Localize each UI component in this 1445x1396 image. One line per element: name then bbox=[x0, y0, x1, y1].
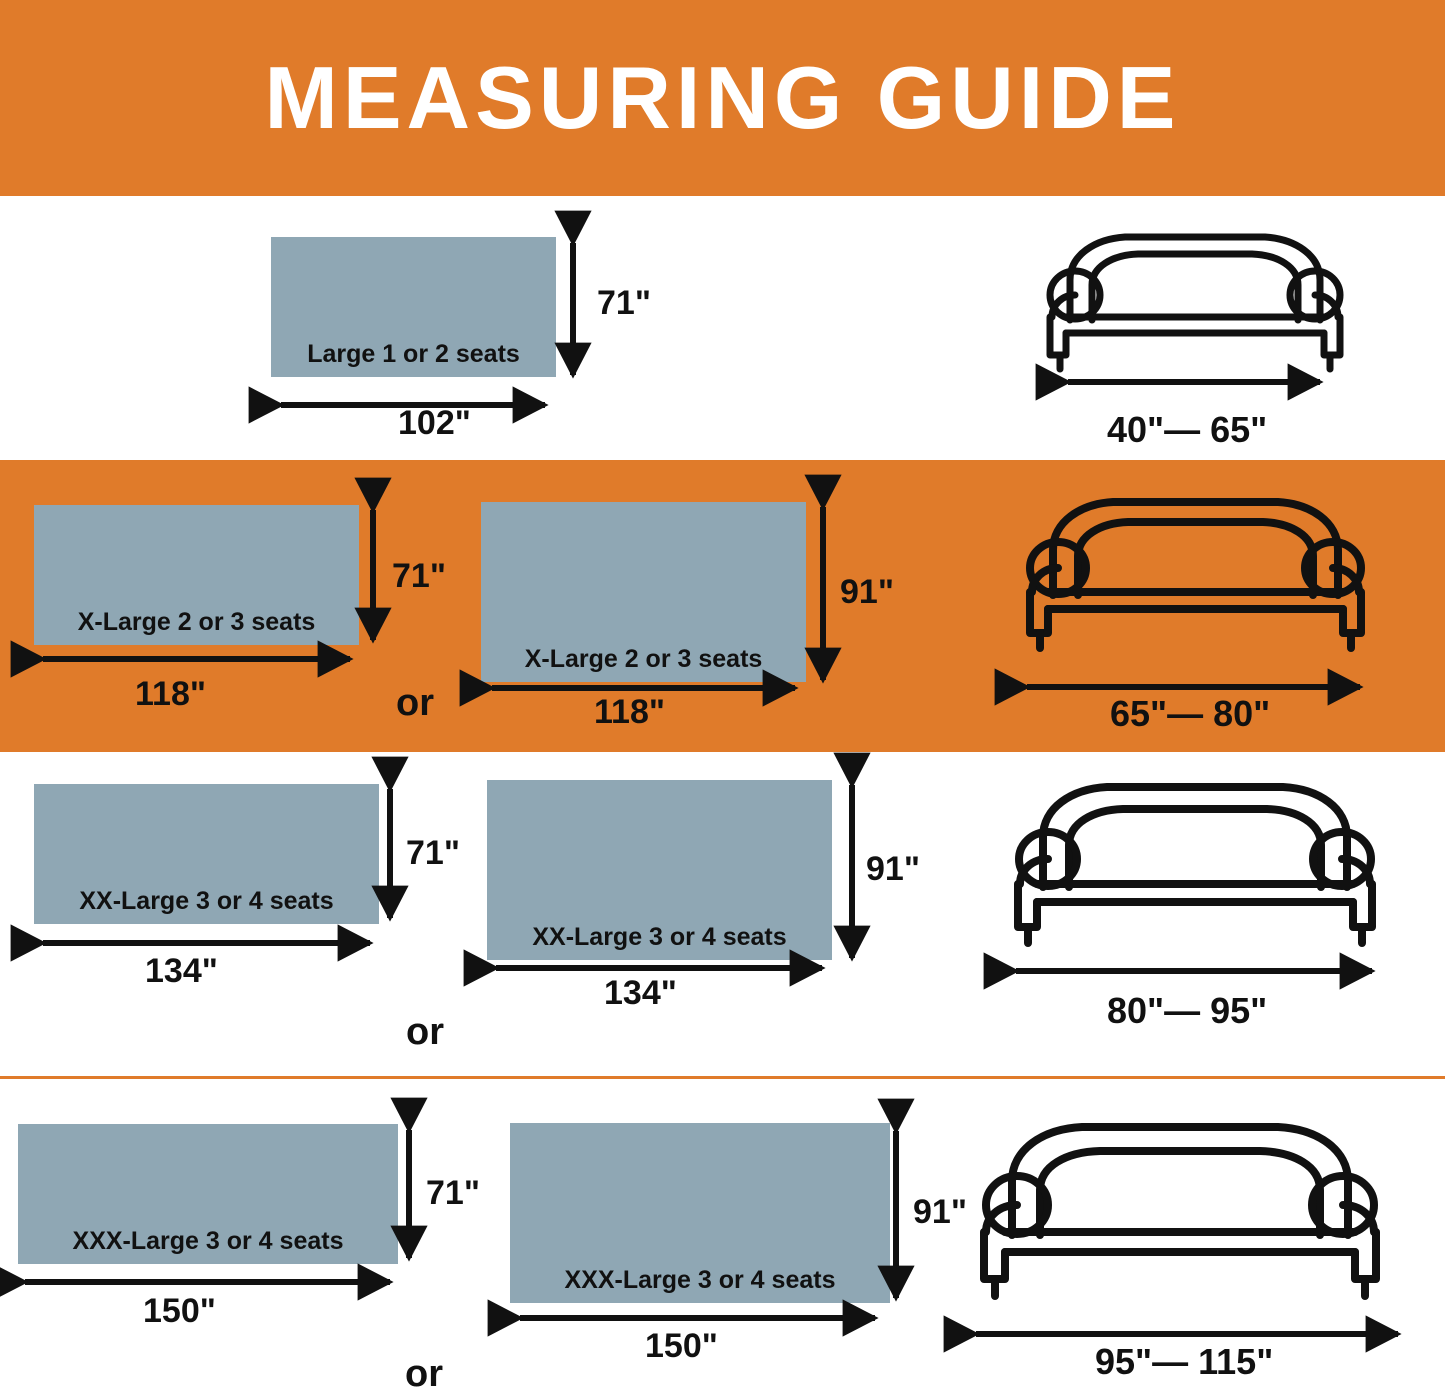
size-block-xlarge-91 bbox=[481, 502, 806, 682]
height-dimension-xxxlarge-91: 91" bbox=[913, 1193, 967, 1231]
or-label-xxlarge: or bbox=[406, 1011, 444, 1053]
sofa-illustration-large bbox=[1030, 225, 1360, 385]
width-dimension-xxlarge-71: 134" bbox=[145, 952, 218, 990]
width-dimension-large: 102" bbox=[398, 404, 471, 442]
width-dimension-xlarge-71: 118" bbox=[135, 675, 206, 713]
height-dimension-xxlarge-91: 91" bbox=[866, 850, 920, 888]
sofa-width-range-xxxlarge: 95"— 115" bbox=[1095, 1341, 1274, 1382]
size-block-xlarge-71 bbox=[34, 505, 359, 645]
sofa-width-range-large: 40"— 65" bbox=[1107, 409, 1268, 450]
size-block-label: XX-Large 3 or 4 seats bbox=[79, 887, 334, 915]
height-dimension-xlarge-71: 71" bbox=[392, 557, 446, 595]
size-block-xxxlarge-91 bbox=[510, 1123, 890, 1303]
width-dimension-xxlarge-91: 134" bbox=[604, 974, 677, 1012]
height-dimension-xlarge-91: 91" bbox=[840, 573, 894, 611]
or-label-xlarge: or bbox=[396, 682, 434, 724]
sofa-illustration-xlarge bbox=[1008, 490, 1383, 665]
size-block-xxlarge-91 bbox=[487, 780, 832, 960]
sofa-width-range-xxlarge: 80"— 95" bbox=[1107, 990, 1268, 1031]
size-block-label: XXX-Large 3 or 4 seats bbox=[72, 1227, 344, 1255]
sofa-width-range-xlarge: 65"— 80" bbox=[1110, 693, 1271, 734]
width-dimension-xxxlarge-91: 150" bbox=[645, 1327, 718, 1365]
height-dimension-large: 71" bbox=[597, 284, 651, 322]
size-block-label: X-Large 2 or 3 seats bbox=[77, 608, 316, 636]
sofa-illustration-xxxlarge bbox=[960, 1115, 1400, 1315]
header-banner bbox=[0, 0, 1445, 196]
sofa-illustration-xxlarge bbox=[995, 775, 1395, 960]
or-label-xxxlarge: or bbox=[405, 1353, 443, 1395]
size-block-xxxlarge-71 bbox=[18, 1124, 398, 1264]
width-dimension-xlarge-91: 118" bbox=[594, 693, 665, 731]
size-block-large-71 bbox=[271, 237, 556, 377]
height-dimension-xxxlarge-71: 71" bbox=[426, 1174, 480, 1212]
size-block-label: X-Large 2 or 3 seats bbox=[524, 645, 763, 673]
size-block-xxlarge-71 bbox=[34, 784, 379, 924]
height-dimension-xxlarge-71: 71" bbox=[406, 834, 460, 872]
size-block-label: XXX-Large 3 or 4 seats bbox=[564, 1266, 836, 1294]
width-dimension-xxxlarge-71: 150" bbox=[143, 1292, 216, 1330]
page-title: MEASURING GUIDE bbox=[264, 48, 1181, 147]
size-block-label: XX-Large 3 or 4 seats bbox=[532, 923, 787, 951]
size-block-label: Large 1 or 2 seats bbox=[307, 340, 520, 368]
